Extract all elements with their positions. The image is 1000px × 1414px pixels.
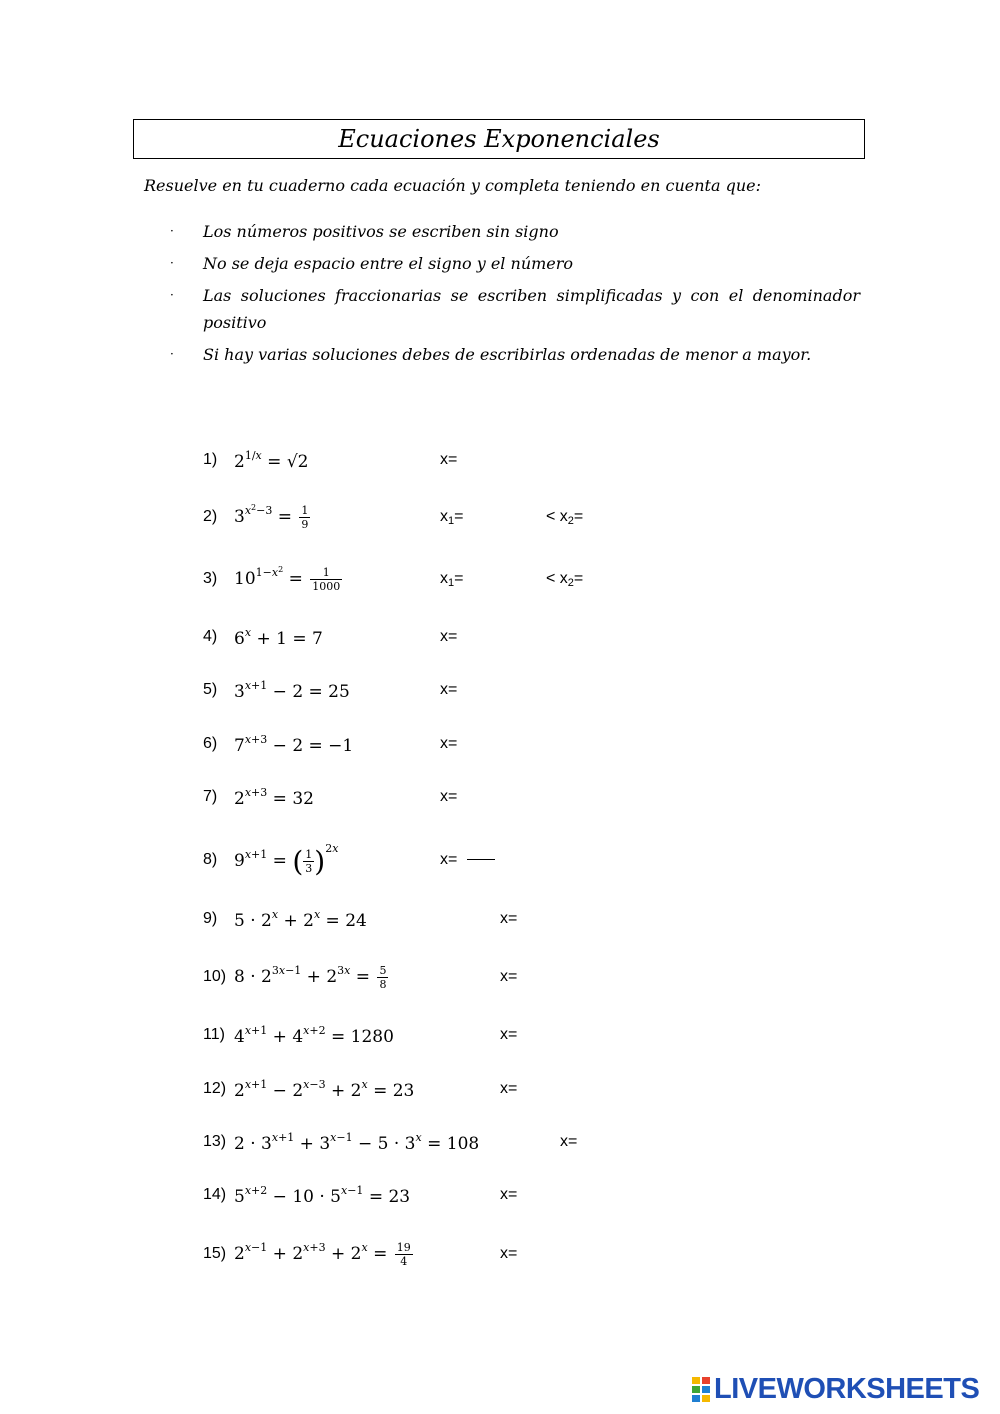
equation: $3^{x+1} - 2 = 25$	[234, 678, 350, 702]
exercise-number: 15)	[203, 1245, 227, 1262]
equation: $5^{x+2} - 10 \cdot 5^{x-1} = 23$	[234, 1183, 411, 1207]
answer-field[interactable]: x=	[500, 910, 518, 927]
bullet-icon: ·	[170, 224, 174, 238]
equation: $10^{1-x^2}$ = $\frac{1}{1000}$	[234, 565, 341, 593]
answer-field[interactable]: x=	[500, 1186, 518, 1203]
equation: $3^{x^2-3}$ = $\frac{1}{9}$	[234, 503, 309, 531]
answer-field[interactable]: x=	[440, 735, 458, 752]
liveworksheets-logo	[692, 1373, 979, 1405]
exercise-number: 7)	[203, 788, 218, 805]
equation: $8 \cdot 2^{3x-1} + 2^{3x}$ = $\frac{5}{8}$	[234, 963, 387, 991]
answer-field[interactable]: x=	[440, 628, 458, 645]
exercise-number: 14)	[203, 1186, 227, 1203]
rule-item: · Las soluciones fraccionarias se escriben simplificadas y con el denominador positivo	[170, 282, 860, 336]
equation: $6^x + 1 = 7$	[234, 625, 323, 649]
rule-item: · No se deja espacio entre el signo y el número	[170, 250, 860, 277]
bullet-icon: ·	[170, 347, 174, 361]
rules-list	[170, 218, 860, 373]
answer-field-x1[interactable]: $x_1=$	[440, 569, 464, 589]
equation: $2^{x+1} - 2^{x-3} + 2^x = 23$	[234, 1077, 415, 1101]
rule-item: · Los números positivos se escriben sin signo	[170, 218, 860, 245]
equation: $9^{x+1}$ = ( $\frac{1}{3}$ )$^{2x}$	[234, 842, 339, 878]
equation: $5 \cdot 2^x + 2^x = 24$	[234, 907, 367, 931]
exercise-number: 11)	[203, 1026, 225, 1043]
answer-field[interactable]: x=	[440, 681, 458, 698]
rule-item: · Si hay varias soluciones debes de escribirlas ordenadas de menor a mayor.	[170, 341, 860, 368]
logo-text: LIVEWORKSHEETS	[714, 1372, 980, 1405]
equation: $2^{1/x} = √2$	[234, 448, 309, 472]
exercise-number: 1)	[203, 451, 218, 468]
exercise-number: 13)	[203, 1133, 227, 1150]
fraction-bar	[467, 859, 495, 860]
exercise-number: 9)	[203, 910, 218, 927]
exercise-number: 5)	[203, 681, 218, 698]
answer-field[interactable]: x=	[500, 1080, 518, 1097]
equation: $2^{x-1} + 2^{x+3} + 2^x$ = $\frac{19}{4}$	[234, 1240, 411, 1268]
answer-field-x2[interactable]: < $x_2=$	[546, 569, 584, 589]
answer-field-x2[interactable]: < $x_2=$	[546, 507, 584, 527]
page-title	[133, 119, 865, 159]
equation: $7^{x+3} - 2 = -1$	[234, 732, 354, 756]
bullet-icon: ·	[170, 256, 174, 270]
answer-field[interactable]: x=	[440, 451, 458, 468]
page-title-text: Ecuaciones Exponenciales	[338, 125, 660, 153]
answer-field[interactable]: x=	[560, 1133, 578, 1150]
answer-field[interactable]: x=	[500, 968, 518, 985]
answer-field-fraction[interactable]: x=	[440, 851, 495, 869]
answer-field-x1[interactable]: $x_1=$	[440, 507, 464, 527]
exercise-number: 12)	[203, 1080, 227, 1097]
equation: $2 \cdot 3^{x+1} + 3^{x-1} - 5 \cdot 3^x = 108$	[234, 1130, 480, 1154]
exercise-number: 8)	[203, 851, 218, 868]
exercise-number: 10)	[203, 968, 227, 985]
answer-field[interactable]: x=	[440, 788, 458, 805]
equation: $4^{x+1} + 4^{x+2} = 1280$	[234, 1023, 394, 1047]
equation: $2^{x+3} = 32$	[234, 785, 314, 809]
logo-icon	[692, 1377, 710, 1402]
exercise-number: 6)	[203, 735, 218, 752]
answer-field[interactable]: x=	[500, 1245, 518, 1262]
exercise-number: 2)	[203, 508, 218, 525]
exercise-number: 4)	[203, 628, 218, 645]
bullet-icon: ·	[170, 288, 174, 302]
instructions-intro: Resuelve en tu cuaderno cada ecuación y completa teniendo en cuenta que:	[144, 176, 762, 195]
exercise-number: 3)	[203, 570, 218, 587]
answer-field[interactable]: x=	[500, 1026, 518, 1043]
